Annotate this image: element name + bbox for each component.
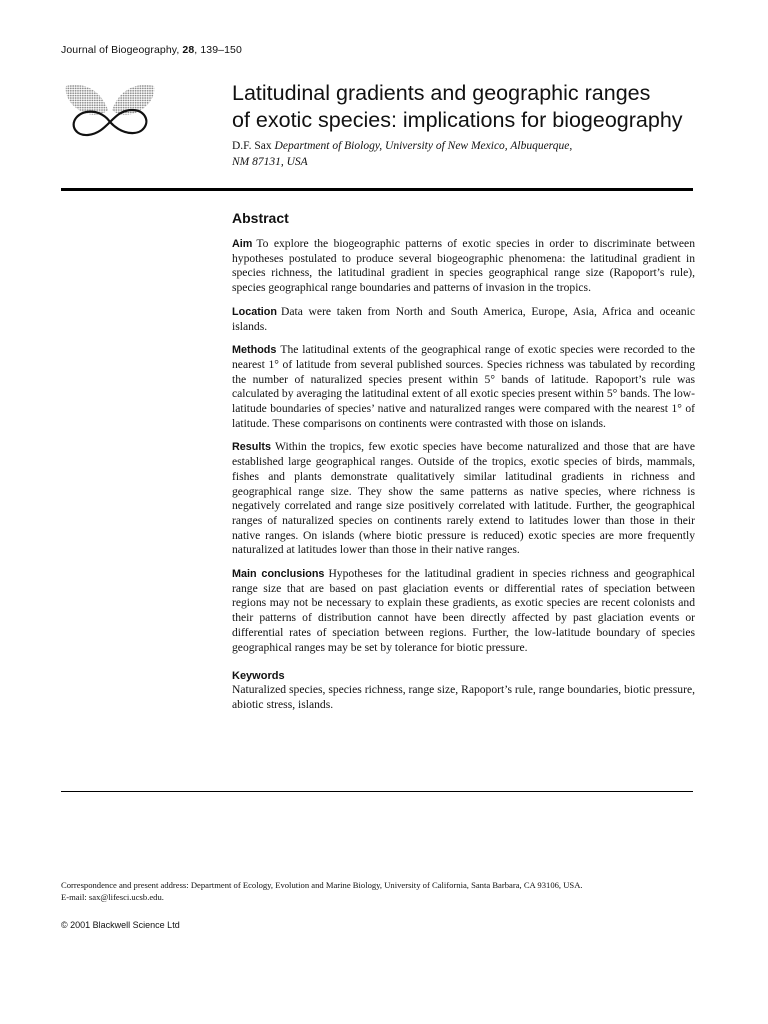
infinity-butterfly-logo-icon bbox=[60, 80, 160, 140]
section-label: Methods bbox=[232, 344, 277, 357]
author-block bbox=[232, 139, 702, 170]
section-label: Main conclusions bbox=[232, 568, 325, 581]
journal-volume: 28 bbox=[182, 44, 195, 56]
abstract-paragraph-location bbox=[232, 305, 695, 334]
section-text: The latitudinal extents of the geographical range of exotic species were recorded to the nearest 1° of latitude from several published sources. Species richness was tabulated by recording the number of naturalized species present within 5° bands of latitude. Rapoport’s rule was calculated by averaging the latitudinal extent of all exotic species present within 5° bands. The low-latitude boundaries of species’ native and naturalized ranges were compared with the nearest 1° of latitude. These comparisons on continents were contrasted with those on islands. bbox=[232, 343, 695, 430]
section-label: Aim bbox=[232, 238, 253, 250]
section-label: Results bbox=[232, 441, 272, 454]
abstract-divider bbox=[61, 791, 693, 792]
section-text: Within the tropics, few exotic species have become naturalized and those that are have established large geographical ranges. Outside of the tropics, exotic species of birds, mammals, fishes and plants demonstrate qualitatively similar latitudinal gradients in richness and geographical range size. They show the same patterns as native species, where richness is negatively correlated and range size positively correlated with latitude. Further, the geographical ranges of naturalized species on continents rarely extend to latitudes lower than those in their native ranges. On islands (where biotic pressure is reduced) exotic species are more frequently naturalized at latitudes lower than those in their native ranges. bbox=[232, 440, 695, 557]
abstract-paragraph-methods bbox=[232, 343, 695, 431]
section-text: To explore the biogeographic patterns of exotic species in order to discriminate between hypotheses postulated to produce several biogeographic phenomena: the latitudinal gradient in species richness, the latitudinal gradient in species geographical range size (Rapoport’s rule), species geographical range boundaries and patterns of invasion in the tropics. bbox=[232, 237, 695, 295]
title-line-1: Latitudinal gradients and geographic ranges bbox=[232, 81, 651, 105]
correspondence-note bbox=[61, 879, 701, 903]
abstract-paragraph-aim bbox=[232, 237, 695, 296]
header-divider bbox=[61, 188, 693, 191]
correspondence-address: Correspondence and present address: Department of Ecology, Evolution and Marine Biology, University of California, Santa Barbara, CA 93106, USA. bbox=[61, 880, 583, 890]
keywords-list: Naturalized species, species richness, range size, Rapoport’s rule, range boundaries, biotic pressure, abiotic stress, islands. bbox=[232, 683, 695, 711]
section-text: Hypotheses for the latitudinal gradient in species richness and geographical range size that are based on past glaciation events or differential rates of speciation between regions may not be necessary to explain these gradients, as exotic species are recent colonists and their patterns of distribution cannot have been directly affected by past glaciation events or differential rates of speciation between regions. Further, the low-latitude boundary of species geographical ranges may be set by tolerance for biotic pressure. bbox=[232, 567, 695, 654]
abstract-section bbox=[232, 210, 695, 722]
section-label: Location bbox=[232, 305, 277, 318]
affiliation-line-2: NM 87131, USA bbox=[232, 155, 308, 168]
journal-pages: , 139–150 bbox=[194, 44, 242, 56]
keywords-heading: Keywords bbox=[232, 670, 285, 683]
affiliation-line-1: Department of Biology, University of New Mexico, Albuquerque, bbox=[274, 140, 573, 152]
journal-citation bbox=[61, 44, 242, 56]
abstract-paragraph-results bbox=[232, 440, 695, 558]
title-line-2: of exotic species: implications for biogeography bbox=[232, 108, 683, 132]
correspondence-email: E-mail: sax@lifesci.ucsb.edu. bbox=[61, 892, 164, 902]
abstract-heading: Abstract bbox=[232, 210, 289, 226]
journal-name: Journal of Biogeography, bbox=[61, 44, 180, 56]
abstract-paragraph-conclusions bbox=[232, 567, 695, 655]
copyright-notice: © 2001 Blackwell Science Ltd bbox=[61, 920, 180, 930]
author-name: D.F. Sax bbox=[232, 140, 272, 152]
article-title bbox=[232, 80, 712, 134]
section-text: Data were taken from North and South America, Europe, Asia, Africa and oceanic islands. bbox=[232, 304, 695, 333]
